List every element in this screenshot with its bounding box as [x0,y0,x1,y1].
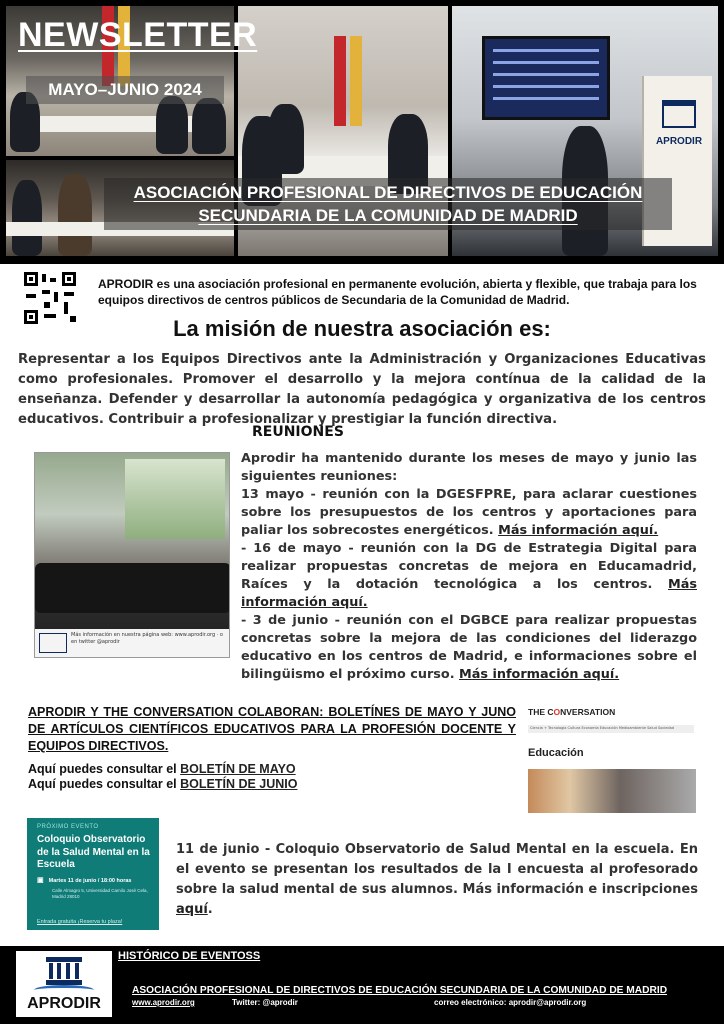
coloquio-link[interactable]: aquí [176,902,208,917]
meeting-room-photo [34,452,230,658]
boletin-mayo-link[interactable]: BOLETÍN DE MAYO [180,762,296,776]
twitter-handle[interactable]: Twitter: @aprodir [232,998,298,1007]
footer [0,946,724,1024]
window-shape [125,459,225,539]
conversation-section: Educación [528,747,584,759]
email-address[interactable]: correo electrónico: aprodir@aprodir.org [434,998,587,1007]
more-info-link[interactable]: Más información aquí. [241,577,697,610]
reunion-item: - 16 de mayo - reunión con la DG de Estrategia Digital para realizar propuestas concretas de mejora en Educamadrid, Raíces y la dotación tecnológica a los centros. Más información aquí. [241,541,697,610]
person-shape [192,98,226,154]
reuniones-text: Aprodir ha mantenido durante los meses de mayo y junio las siguientes reuniones: 13 mayo - reunión con la DGESFPRE, para aclarar cuestiones sobre los presupuestos de los centros y aportaciones para paliar los sobrecostes energéticos. Más información aquí. - 16 de mayo - reunión con la DG de Estrategia Digital para realizar propuestas concretas de mejora en Educamadrid, Raíces y la dotación tecnológica a los centros. Más información aquí. - 3 de junio - reunión con el DGBCE para realizar propuestas concretas sobre la mejora de las condiciones del liderazgo educativo en los centros de Madrid, e informaciones sobre el bilingüismo el próximo curso. Más información aquí. [241,451,697,682]
person-shape [268,104,304,174]
conversation-screenshot[interactable] [526,703,696,815]
flag-icon [334,36,346,126]
table-shape [35,563,230,613]
conversation-nav: Ciencia + Tecnología Cultura Economía Educación Medioambiente Salud Sociedad [528,725,694,733]
reunion-item: - 3 de junio - reunión con el DGBCE para realizar propuestas concretas sobre la mejora de las condiciones del liderazgo educativo en los centros de Madrid, e informaciones sobre el bilingüismo el próximo curso. Más información aquí. [241,613,697,682]
reunion-item: 13 mayo - reunión con la DGESFPRE, para aclarar cuestiones sobre los presupuestos de los centros y aportaciones para paliar los sobrecostes energéticos. Más información aquí. [241,487,697,538]
mission-text: Representar a los Equipos Directivos ante la Administración y Organizaciones Educativas como profesionales. Promover el desarrollo y la mejora contínua de la calidad de la enseñanza. Defender y desarrollar la autonomía pedagógica y organizativa de los centros educativos. Contribuir a profesionalizar y prestigiar la función directiva. [18,352,706,427]
calendar-icon: ▣ Martes 11 de junio / 18:00 horas [37,876,131,884]
aprodir-logo: APRODIR [16,951,112,1017]
reuniones-title: REUNIONES [252,424,344,440]
mission-title: La misión de nuestra asociación es: [173,316,551,341]
conversation-title: APRODIR Y THE CONVERSATION COLABORAN: BOLETÍNES DE MAYO Y JUNO DE ARTÍCULOS CIENTÍFICOS EDUCATIVOS PARA LA PROFESIÓN DOCENTE Y EQUIPOS DIRECTIVOS. [28,705,516,753]
header-collage [0,0,724,264]
aprodir-mini-logo-icon [39,633,67,653]
coloquio-text: 11 de junio - Coloquio Observatorio de Salud Mental en la escuela. En el evento se presentan los resultados de la I encuesta al profesorado sobre la salud mental de sus alumnos. Más información e inscripciones aquí. [176,842,698,917]
projector-screen [482,36,610,120]
temple-logo-icon [662,100,696,128]
web-link[interactable]: www.aprodir.org [132,998,195,1007]
newsletter-title: NEWSLETTER [18,16,258,54]
footer-association: ASOCIACIÓN PROFESIONAL DE DIRECTIVOS DE EDUCACIÓN SECUNDARIA DE LA COMUNIDAD DE MADRID [132,985,668,996]
more-info-link[interactable]: Más información aquí. [498,523,659,538]
boletin-junio-link[interactable]: BOLETÍN DE JUNIO [180,777,298,791]
person-shape [58,174,92,256]
flag-icon [350,36,362,126]
association-name: ASOCIACIÓN PROFESIONAL DE DIRECTIVOS DE EDUCACIÓN SECUNDARIA DE LA COMUNIDAD DE MADRID [104,178,672,230]
conversation-logo: THE CONVERSATION [528,707,616,717]
boletin-junio-line: Aquí puedes consultar el BOLETÍN DE JUNIO [28,777,298,791]
newsletter-date: MAYO–JUNIO 2024 [26,76,224,104]
intro-text: APRODIR es una asociación profesional en permanente evolución, abierta y flexible, que trabaja para los equipos directivos de centros públicos de Secundaria de la Comunidad de Madrid. [98,277,697,307]
event-card[interactable]: PRÓXIMO EVENTO Coloquio Observatorio de la Salud Mental en la Escuela ▣ Martes 11 de junio / 18:00 horas Calle Almagro 5, Universidad Camilo José Cela, Madrid 28010 Entrada gratuita ¡Reserva tu plaza! [27,818,159,930]
historico-link[interactable]: HISTÓRICO DE EVENTOSS [118,950,261,962]
person-shape [156,96,188,154]
aprodir-rollup-banner: APRODIR [642,76,712,246]
book-icon [34,985,94,995]
photo-caption: Más información en nuestra página web: www.aprodir.org · o en twitter @aprodir [35,629,230,657]
temple-icon [46,957,82,987]
boletin-mayo-line: Aquí puedes consultar el BOLETÍN DE MAYO [28,762,296,776]
more-info-link[interactable]: Más información aquí. [459,667,620,682]
conversation-image [528,769,696,813]
person-shape [12,180,42,256]
